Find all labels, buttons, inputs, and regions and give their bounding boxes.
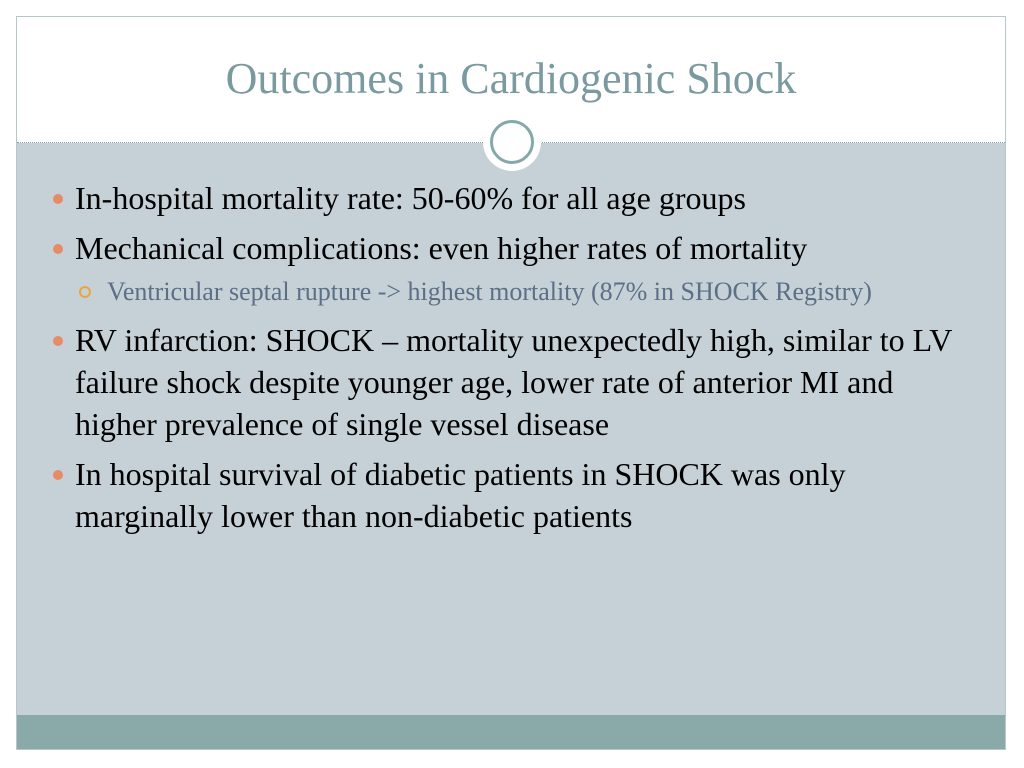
bullet-text: In hospital survival of diabetic patients in SHOCK was only marginally lower than non-diabetic patients [75, 456, 846, 534]
bullet-dot-icon [53, 470, 63, 480]
slide-title: Outcomes in Cardiogenic Shock [225, 54, 797, 103]
bullet-text: In-hospital mortality rate: 50-60% for all age groups [75, 180, 746, 216]
bullet-item [51, 177, 981, 219]
bullet-list [51, 177, 981, 545]
bullet-text: RV infarction: SHOCK – mortality unexpectedly high, similar to LV failure shock despite younger age, lower rate of anterior MI and higher prevalence of single vessel disease [75, 322, 952, 442]
bullet-item [51, 227, 981, 269]
sub-bullet-item [51, 275, 981, 309]
sub-bullet-ring-icon [79, 286, 91, 298]
bullet-dot-icon [53, 336, 63, 346]
bullet-item [51, 453, 981, 537]
bullet-item [51, 319, 981, 445]
footer-bar [17, 715, 1005, 749]
bullet-text: Mechanical complications: even higher rates of mortality [75, 230, 808, 266]
slide [16, 16, 1006, 750]
bullet-dot-icon [53, 244, 63, 254]
circle-ornament-icon [483, 113, 541, 171]
ornament-ring [490, 120, 534, 164]
bullet-dot-icon [53, 194, 63, 204]
sub-bullet-text: Ventricular septal rupture -> highest mortality (87% in SHOCK Registry) [107, 277, 872, 306]
